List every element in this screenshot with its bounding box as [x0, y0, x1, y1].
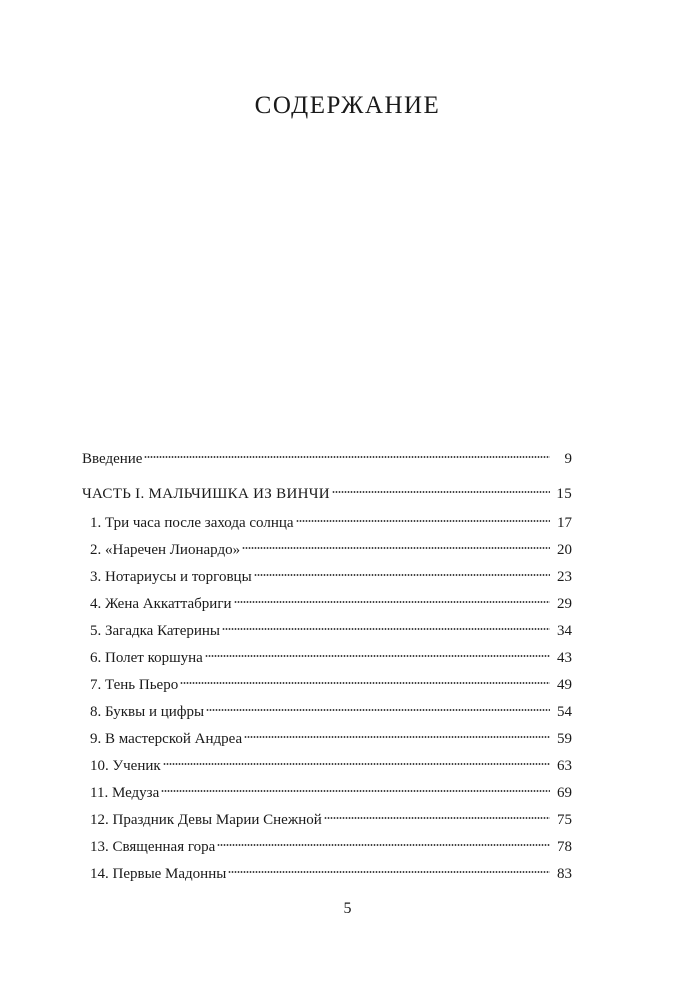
toc-entry-chapter[interactable] — [82, 807, 572, 834]
dot-leader — [228, 870, 550, 874]
dot-leader — [324, 816, 550, 820]
dot-leader — [206, 708, 550, 712]
dot-leader — [254, 573, 550, 577]
dot-leader — [163, 762, 550, 766]
toc-entry-label: 4. Жена Аккаттабриги — [90, 596, 232, 612]
toc-entry-page: 34 — [557, 623, 572, 639]
toc-entry-label: 8. Буквы и цифры — [90, 704, 205, 720]
dot-leader — [205, 654, 550, 658]
toc-entry-label: Введение — [82, 451, 143, 467]
toc-entry-label: 3. Нотариусы и торговцы — [90, 569, 252, 585]
toc-entry-part-1[interactable] — [82, 481, 572, 508]
dot-leader — [244, 735, 550, 739]
toc-entry-page: 17 — [557, 515, 572, 531]
toc-entry-label: 5. Загадка Катерины — [90, 623, 221, 639]
toc-entry-chapter[interactable] — [82, 753, 572, 780]
toc-entry-page: 29 — [557, 596, 572, 612]
toc-entry-chapter[interactable] — [82, 834, 572, 861]
dot-leader — [217, 843, 550, 847]
dot-leader — [296, 519, 550, 523]
dot-leader — [180, 681, 550, 685]
toc-entry-page: 83 — [557, 866, 572, 882]
toc-entry-label: 2. «Наречен Лионардо» — [90, 542, 241, 558]
dot-leader — [332, 490, 550, 494]
toc-entry-chapter[interactable] — [82, 699, 572, 726]
toc-entry-page: 43 — [557, 650, 572, 666]
toc-entry-chapter[interactable] — [82, 645, 572, 672]
toc-entry-label: 14. Первые Мадонны — [90, 866, 227, 882]
toc-entry-page: 63 — [557, 758, 572, 774]
toc-entry-label: 13. Священная гора — [90, 839, 216, 855]
toc-entry-page: 78 — [557, 839, 572, 855]
toc-entry-page: 75 — [557, 812, 572, 828]
toc-entry-page: 9 — [564, 451, 572, 467]
toc-entry-label: 12. Праздник Девы Марии Снежной — [90, 812, 322, 828]
table-of-contents — [82, 446, 572, 888]
toc-entry-chapter[interactable] — [82, 591, 572, 618]
toc-entry-chapter[interactable] — [82, 780, 572, 807]
toc-entry-page: 20 — [557, 542, 572, 558]
dot-leader — [234, 600, 550, 604]
toc-entry-label: 9. В мастерской Андреа — [90, 731, 243, 747]
toc-entry-label: 10. Ученик — [90, 758, 161, 774]
toc-entry-intro[interactable] — [82, 446, 572, 473]
toc-entry-chapter[interactable] — [82, 618, 572, 645]
toc-entry-label: ЧАСТЬ I. МАЛЬЧИШКА ИЗ ВИНЧИ — [82, 486, 330, 502]
toc-entry-label: 7. Тень Пьеро — [90, 677, 179, 693]
toc-entry-chapter[interactable] — [82, 537, 572, 564]
dot-leader — [161, 789, 550, 793]
page-title: СОДЕРЖАНИЕ — [254, 92, 441, 119]
page-number: 5 — [343, 900, 352, 917]
toc-entry-chapter[interactable] — [82, 510, 572, 537]
toc-entry-page: 49 — [557, 677, 572, 693]
toc-entry-chapter[interactable] — [82, 672, 572, 699]
dot-leader — [242, 546, 550, 550]
toc-entry-chapter[interactable] — [82, 564, 572, 591]
toc-entry-page: 69 — [557, 785, 572, 801]
toc-entry-page: 15 — [556, 486, 572, 502]
toc-entry-page: 59 — [557, 731, 572, 747]
toc-entry-label: 11. Медуза — [90, 785, 160, 801]
toc-entry-chapter[interactable] — [82, 861, 572, 888]
toc-entry-page: 23 — [557, 569, 572, 585]
toc-entry-chapter[interactable] — [82, 726, 572, 753]
toc-entry-label: 1. Три часа после захода солнца — [90, 515, 294, 531]
toc-entry-label: 6. Полет коршуна — [90, 650, 203, 666]
toc-entry-page: 54 — [557, 704, 572, 720]
dot-leader — [144, 455, 550, 459]
dot-leader — [222, 627, 550, 631]
